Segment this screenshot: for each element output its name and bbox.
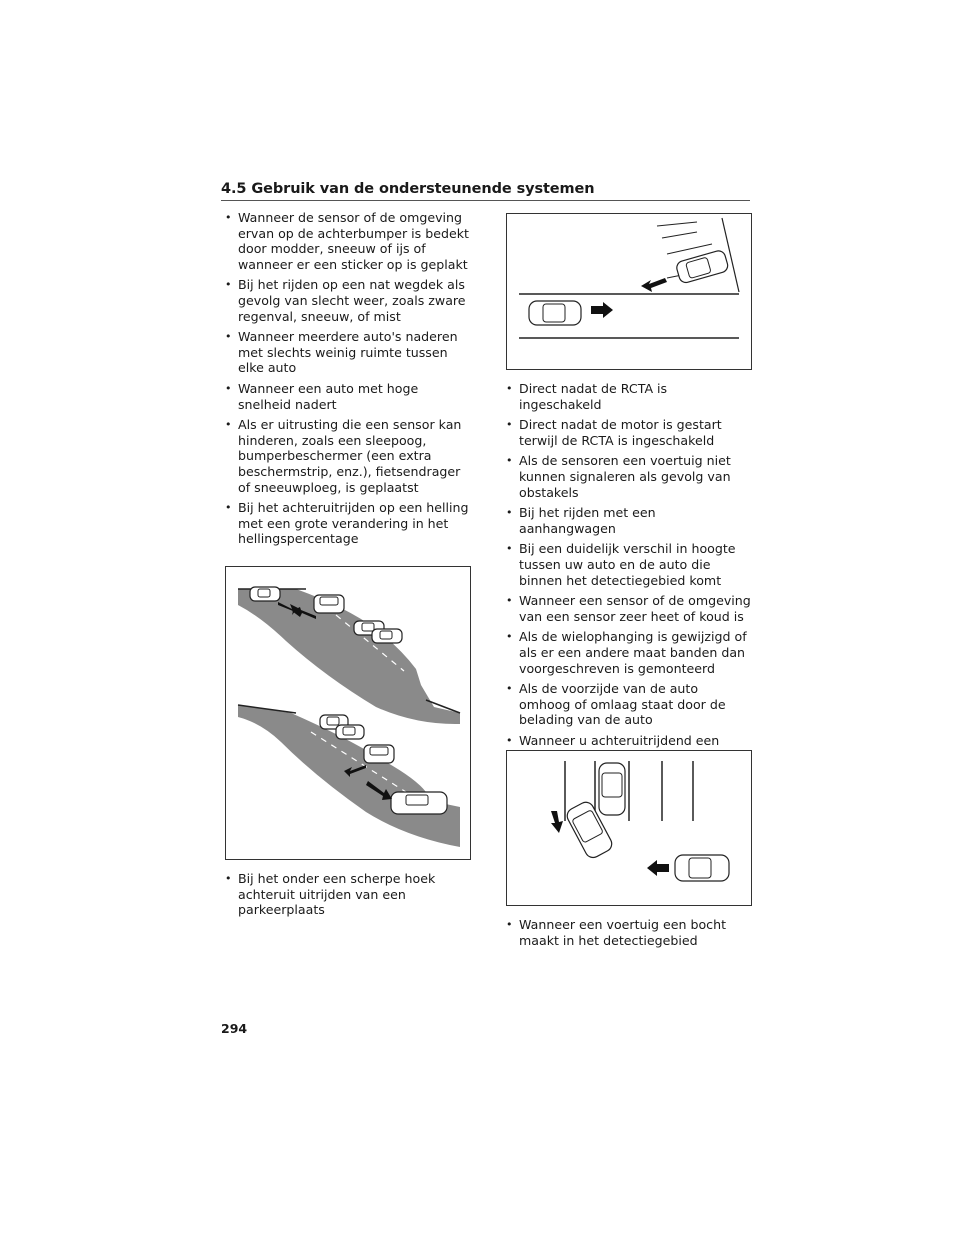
arrow-icon [647, 860, 669, 876]
arrow-icon [641, 278, 667, 292]
list-item: • Als er uitrusting die een sensor kan hinderen, zoals een sleepoog, bumperbeschermer (een extra beschermstrip, enz.), fietsendrager of sneeuwploeg, is geplaatst [221, 417, 473, 495]
cross-traffic-illustration [506, 213, 752, 370]
bullet-list [221, 871, 473, 918]
list-item: • Bij het rijden met een aanhangwagen [502, 505, 752, 536]
car-icon [599, 763, 625, 815]
list-item: • Wanneer u achteruitrijdend een [502, 733, 752, 764]
list-item: • Wanneer een sensor of de omgeving van een sensor zeer heet of koud is [502, 593, 752, 624]
list-item: • Direct nadat de RCTA is ingeschakeld [502, 381, 752, 412]
section-title: 4.5 Gebruik van de ondersteunende systemen [221, 181, 595, 197]
list-item: • Als de voorzijde van de auto omhoog of omlaag staat door de belading van de auto [502, 681, 752, 728]
bullet-list [221, 210, 473, 547]
car-icon [391, 792, 447, 814]
left-column-bottom [221, 871, 473, 923]
arrow-icon [551, 811, 563, 833]
list-item: • Bij een duidelijk verschil in hoogte tussen uw auto en de auto die binnen het detectiegebied komt [502, 541, 752, 588]
right-column-bottom [502, 917, 752, 953]
list-item: • Bij het onder een scherpe hoek achteruit uitrijden van een parkeerplaats [221, 871, 473, 918]
car-icon [364, 745, 394, 763]
parking-illustration [506, 750, 752, 906]
page-number: 294 [221, 1021, 248, 1036]
list-item: • Bij het rijden op een nat wegdek als gevolg van slecht weer, zoals zware regenval, sneeuw, of mist [221, 277, 473, 324]
list-item: • Bij het achteruitrijden op een helling met een grote verandering in het hellingspercentage [221, 500, 473, 547]
list-item: • Direct nadat de motor is gestart terwijl de RCTA is ingeschakeld [502, 417, 752, 448]
car-icon [372, 629, 402, 643]
left-column-top [221, 210, 473, 552]
list-item: • Wanneer een auto met hoge snelheid nadert [221, 381, 473, 412]
list-item: • Wanneer de sensor of de omgeving ervan op de achterbumper is bedekt door modder, sneeuw of ijs of wanneer er een sticker op is geplakt [221, 210, 473, 272]
section-header [221, 178, 750, 201]
right-column-middle [502, 381, 752, 769]
car-icon [529, 301, 581, 325]
car-icon [250, 587, 280, 601]
car-icon [314, 595, 344, 613]
list-item: • Wanneer meerdere auto's naderen met slechts weinig ruimte tussen elke auto [221, 329, 473, 376]
list-item: • Als de sensoren een voertuig niet kunnen signaleren als gevolg van obstakels [502, 453, 752, 500]
car-icon [675, 249, 729, 284]
car-icon [675, 855, 729, 881]
slope-illustration [225, 566, 471, 860]
car-icon [336, 725, 364, 739]
bullet-list [502, 381, 752, 764]
parking-drawing [507, 751, 751, 905]
list-item: • Als de wielophanging is gewijzigd of als er een andere maat banden dan voorgeschreven is gemonteerd [502, 629, 752, 676]
arrow-icon [591, 302, 613, 318]
bullet-list [502, 917, 752, 948]
slope-drawing [226, 567, 470, 859]
cross-traffic-drawing [507, 214, 751, 369]
upper-road [238, 589, 460, 724]
list-item: • Wanneer een voertuig een bocht maakt in het detectiegebied [502, 917, 752, 948]
